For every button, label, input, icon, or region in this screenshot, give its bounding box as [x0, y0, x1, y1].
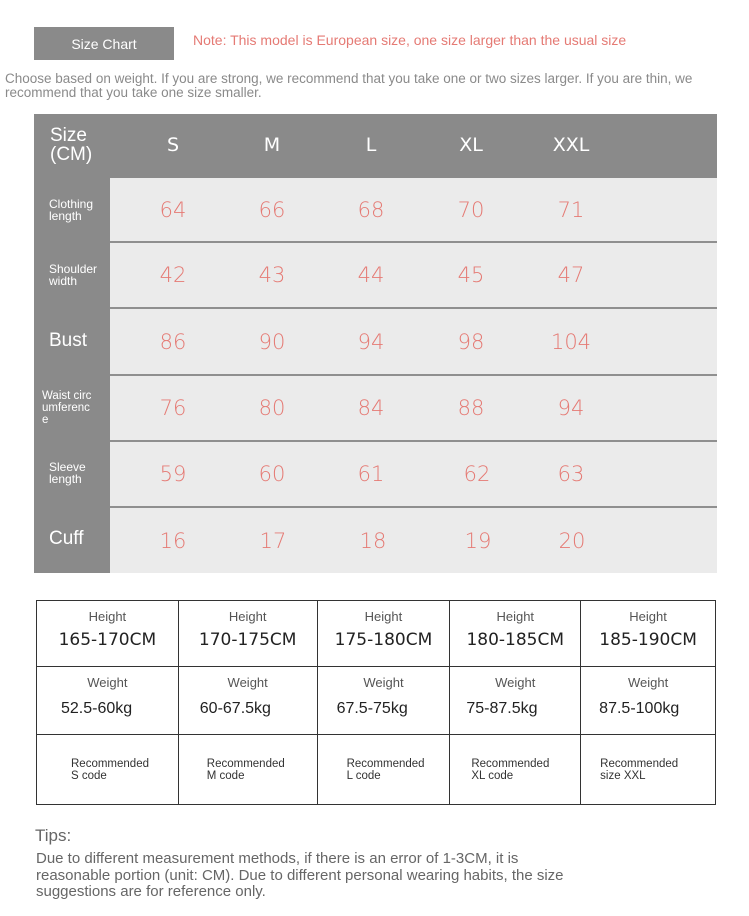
height-label: Height — [496, 609, 535, 624]
table-cell: 94 — [357, 329, 385, 354]
table-cell: 98 — [457, 329, 485, 354]
table-cell: 17 — [259, 528, 287, 553]
recommend-cell — [178, 735, 317, 805]
size-header-l: L — [365, 134, 377, 156]
height-row — [37, 601, 716, 667]
height-label: Height — [88, 609, 127, 624]
height-cell — [450, 601, 581, 667]
height-value: 165-170CM — [58, 630, 157, 650]
recommend-text: Recommended size XXL — [600, 758, 679, 782]
row-label-text: Bust — [49, 330, 88, 351]
table-cell: 18 — [359, 528, 387, 553]
weight-label: Weight — [227, 675, 268, 690]
table-cell: 88 — [457, 396, 485, 420]
table-row — [110, 508, 717, 573]
height-label: Height — [228, 609, 267, 624]
height-value: 170-175CM — [198, 630, 297, 650]
weight-label: Weight — [87, 675, 128, 690]
table-cell: 70 — [457, 197, 485, 222]
recommend-text: Recommended XL code — [471, 758, 550, 782]
table-cell: 62 — [463, 462, 491, 486]
size-note: Note: This model is European size, one size larger than the usual size — [193, 32, 627, 48]
height-cell — [317, 601, 450, 667]
height-label: Height — [364, 609, 403, 624]
table-row — [110, 376, 717, 440]
weight-cell — [450, 667, 581, 735]
row-label-sleeve-length — [34, 441, 110, 505]
recommend-text: Recommended S code — [71, 758, 149, 782]
weight-label: Weight — [363, 675, 404, 690]
recommend-text: Recommended L code — [346, 758, 425, 782]
recommend-cell — [37, 735, 179, 805]
size-chart-badge: Size Chart — [34, 27, 174, 60]
table-cell: 84 — [357, 396, 385, 420]
table-cell: 71 — [557, 197, 585, 222]
table-cell: 19 — [464, 528, 492, 553]
recommend-text: Recommended M code — [206, 758, 285, 782]
table-cell: 60 — [258, 462, 286, 486]
weight-advice: Choose based on weight. If you are strong, we recommend that you take one or two sizes larger. If you are thin, we recommend that you take one size smaller. — [5, 71, 693, 100]
recommend-row — [37, 735, 716, 805]
row-label-text: Clothing length — [49, 197, 94, 223]
table-cell: 44 — [357, 263, 385, 287]
table-cell: 20 — [558, 528, 586, 553]
table-cell: 61 — [357, 462, 385, 486]
height-cell — [37, 601, 179, 667]
weight-value: 52.5-60kg — [61, 700, 133, 717]
weight-cell — [581, 667, 716, 735]
tips-title: Tips: — [35, 826, 72, 845]
row-label-text: Sleeve length — [49, 460, 86, 486]
table-row — [110, 442, 717, 506]
table-row — [110, 309, 717, 374]
table-cell: 59 — [159, 462, 187, 486]
recommend-cell — [581, 735, 716, 805]
height-cell — [178, 601, 317, 667]
table-cell: 63 — [557, 462, 585, 486]
table-cell: 94 — [557, 396, 585, 420]
row-label-text: Cuff — [49, 528, 84, 549]
corner-line-unit: (CM) — [50, 144, 93, 165]
weight-value: 67.5-75kg — [336, 700, 408, 717]
table-cell: 68 — [357, 197, 385, 222]
row-label-waist — [34, 374, 110, 441]
weight-label: Weight — [627, 675, 669, 690]
table-cell: 16 — [159, 528, 187, 553]
recommend-cell — [450, 735, 581, 805]
weight-value: 87.5-100kg — [599, 700, 680, 717]
size-header-xxl: XXL — [552, 134, 590, 156]
table-row — [110, 243, 717, 307]
height-cell — [581, 601, 716, 667]
weight-value: 75-87.5kg — [466, 700, 538, 717]
row-label-clothing-length — [34, 178, 110, 242]
recommend-cell — [317, 735, 450, 805]
height-value: 185-190CM — [599, 630, 697, 650]
table-cell: 80 — [258, 396, 286, 420]
table-cell: 104 — [550, 329, 592, 354]
size-table — [34, 114, 717, 573]
size-header-m: M — [263, 134, 281, 156]
table-cell: 90 — [258, 329, 286, 354]
table-cell: 66 — [258, 197, 286, 222]
weight-cell — [178, 667, 317, 735]
size-header-xl: XL — [459, 134, 483, 156]
height-value: 175-180CM — [334, 630, 433, 650]
table-cell: 43 — [258, 263, 286, 287]
weight-value: 60-67.5kg — [199, 700, 271, 717]
table-cell: 45 — [457, 263, 485, 287]
row-label-text: Waist circumference — [42, 389, 92, 426]
size-header-s: S — [166, 134, 180, 156]
row-label-cuff — [34, 505, 110, 573]
table-cell: 64 — [159, 197, 187, 222]
table-cell: 86 — [159, 329, 187, 354]
weight-cell — [37, 667, 179, 735]
table-cell: 42 — [159, 263, 187, 287]
row-label-bust — [34, 308, 110, 374]
tips-body: Due to different measurement methods, if there is an error of 1-3CM, it is reasonable portion (unit: CM). Due to different personal wearing habits, the size suggestions are for reference only. — [36, 850, 564, 900]
table-cell: 47 — [557, 263, 585, 287]
weight-label: Weight — [495, 675, 536, 690]
size-corner-label — [34, 114, 110, 178]
table-row — [110, 178, 717, 241]
table-cell: 76 — [159, 396, 187, 420]
recommendation-grid — [36, 600, 716, 805]
height-value: 180-185CM — [466, 630, 565, 650]
row-label-text: Shoulder width — [49, 262, 98, 288]
weight-cell — [317, 667, 450, 735]
height-label: Height — [629, 609, 667, 624]
corner-line-size: Size — [50, 125, 87, 146]
size-header-row — [110, 114, 717, 178]
row-label-shoulder-width — [34, 242, 110, 308]
weight-row — [37, 667, 716, 735]
